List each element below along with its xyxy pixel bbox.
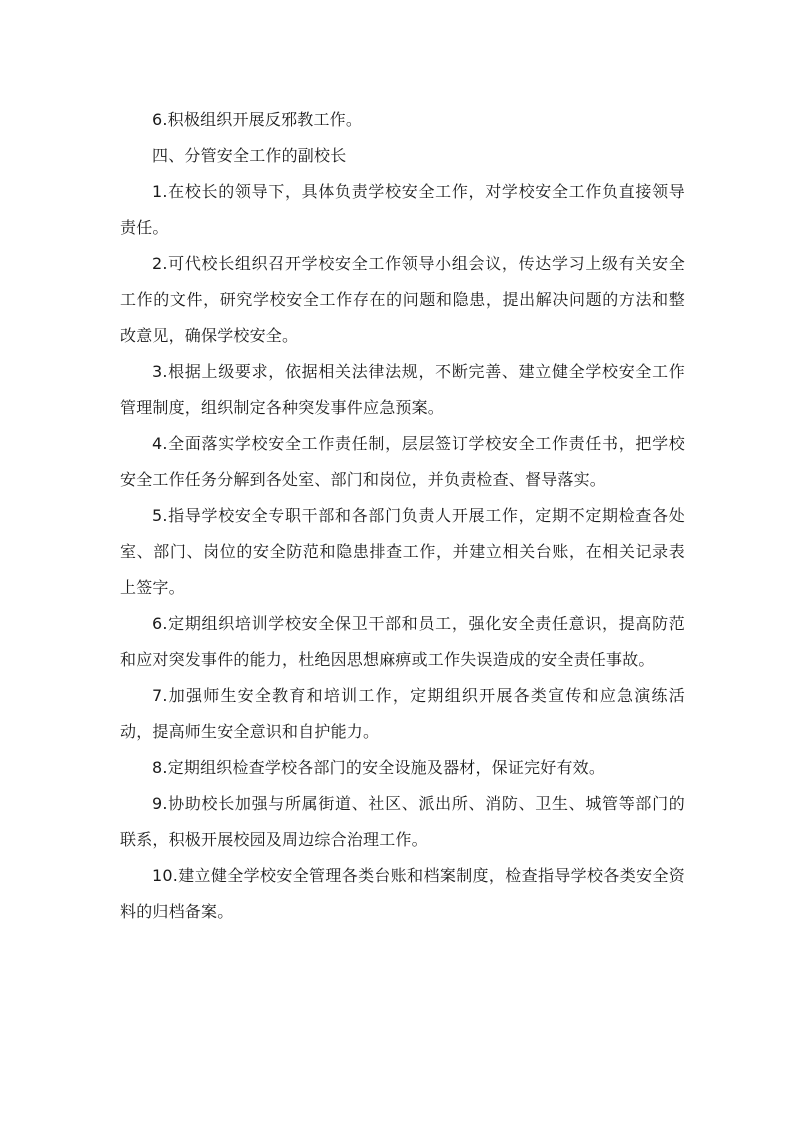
paragraph-item-3: 3.根据上级要求，依据相关法律法规，不断完善、建立健全学校安全工作管理制度，组织制定各种突发事件应急预案。: [120, 362, 685, 417]
paragraph-item-7: 7.加强师生安全教育和培训工作，定期组织开展各类宣传和应急演练活动，提高师生安全意识和自护能力。: [120, 686, 685, 741]
document-body: [120, 102, 685, 930]
paragraph-item-4: 4.全面落实学校安全工作责任制，层层签订学校安全工作责任书，把学校安全工作任务分解到各处室、部门和岗位，并负责检查、督导落实。: [120, 434, 685, 489]
paragraph-item-8: 8.定期组织检查学校各部门的安全设施及器材，保证完好有效。: [152, 758, 606, 777]
paragraph-item-10: 10.建立健全学校安全管理各类台账和档案制度，检查指导学校各类安全资料的归档备案。: [120, 866, 685, 921]
paragraph-item-6: 6.定期组织培训学校安全保卫干部和员工，强化安全责任意识，提高防范和应对突发事件的能力，杜绝因思想麻痹或工作失误造成的安全责任事故。: [120, 614, 685, 669]
paragraph-item-9: 9.协助校长加强与所属街道、社区、派出所、消防、卫生、城管等部门的联系，积极开展校园及周边综合治理工作。: [120, 794, 685, 849]
paragraph-item-6-anti-cult: 6.积极组织开展反邪教工作。: [152, 110, 363, 129]
paragraph-item-1: 1.在校长的领导下，具体负责学校安全工作，对学校安全工作负直接领导责任。: [120, 182, 685, 237]
section-heading: 四、分管安全工作的副校长: [152, 146, 347, 165]
paragraph-item-5: 5.指导学校安全专职干部和各部门负责人开展工作，定期不定期检查各处室、部门、岗位的安全防范和隐患排查工作，并建立相关台账，在相关记录表上签字。: [120, 506, 685, 597]
paragraph-item-2: 2.可代校长组织召开学校安全工作领导小组会议，传达学习上级有关安全工作的文件，研究学校安全工作存在的问题和隐患，提出解决问题的方法和整改意见，确保学校安全。: [120, 254, 685, 345]
